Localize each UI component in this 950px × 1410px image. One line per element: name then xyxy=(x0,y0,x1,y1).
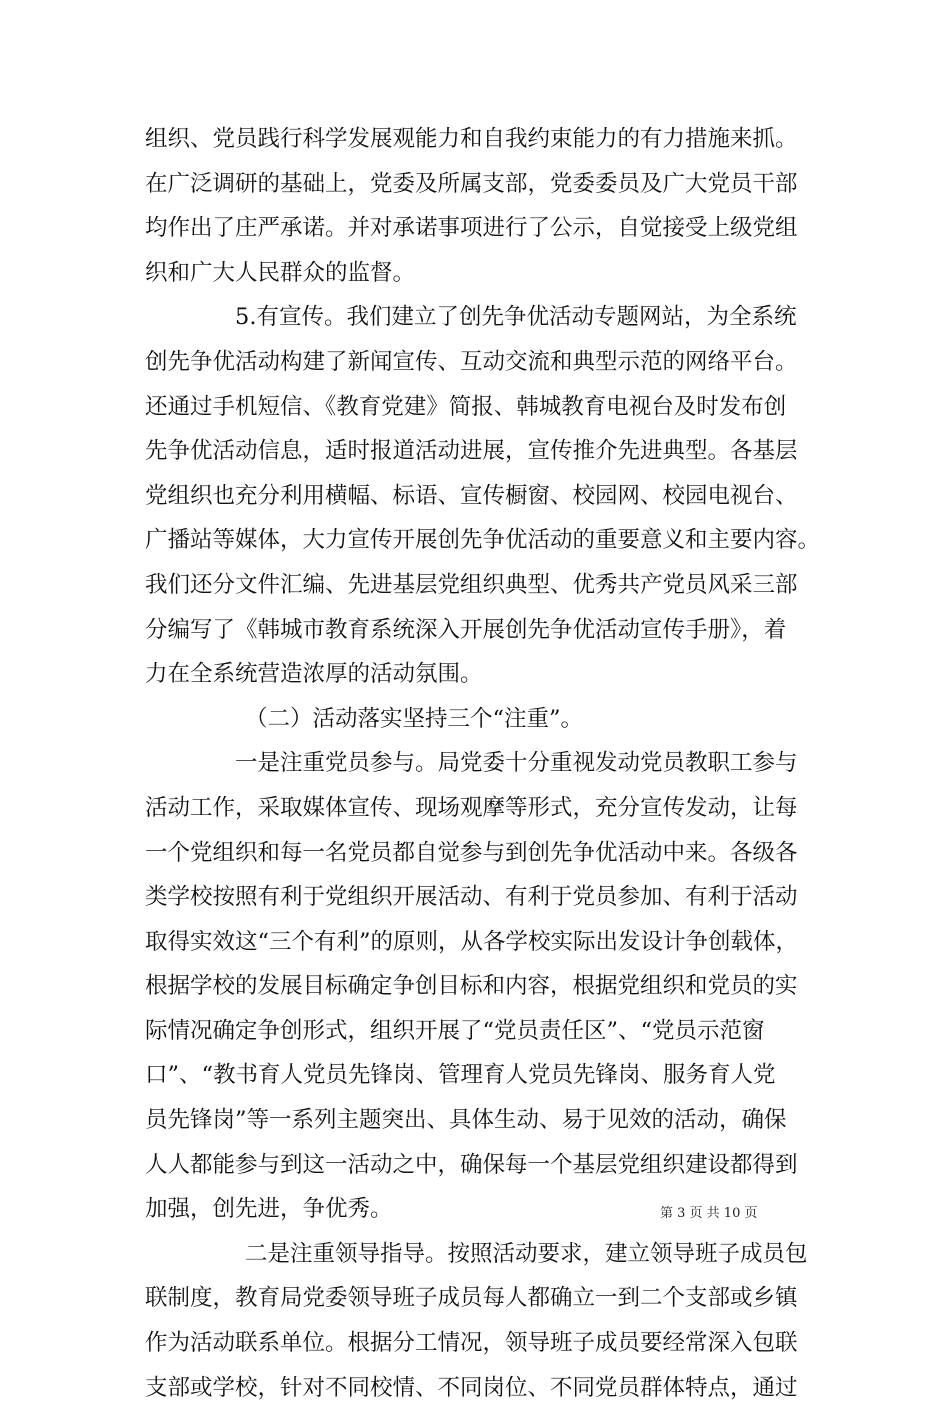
text-line: 均作出了庄严承诺。并对承诺事项进行了公示，自觉接受上级党组 xyxy=(145,215,798,242)
text-line: 一个党组织和每一名党员都自觉参与到创先争优活动中来。各级各 xyxy=(145,839,798,866)
text-line: 根据学校的发展目标确定争创目标和内容，根据党组织和党员的实 xyxy=(145,973,798,1000)
text-line: 人人都能参与到这一活动之中，确保每一个基层党组织建设都得到 xyxy=(145,1151,798,1178)
text-line: 员先锋岗”等一系列主题突出、具体生动、易于见效的活动，确保 xyxy=(145,1107,787,1134)
text-line: 际情况确定争创形式，组织开展了“党员责任区”、“党员示范窗 xyxy=(145,1017,765,1044)
text-line: 口”、“教书育人党员先锋岗、管理育人党员先锋岗、服务育人党 xyxy=(145,1062,776,1089)
text-line: 联制度，教育局党委领导班子成员每人都确立一到二个支部或乡镇 xyxy=(145,1285,798,1312)
paragraph-start-line: 一是注重党员参与。局党委十分重视发动党员教职工参与 xyxy=(235,750,798,777)
text-line: 分编写了《韩城市教育系统深入开展创先争优活动宣传手册》，着 xyxy=(145,616,787,643)
text-line: 还通过手机短信、《教育党建》简报、韩城教育电视台及时发布创 xyxy=(145,393,787,420)
text-line: 加强，创先进，争优秀。 xyxy=(145,1196,393,1223)
text-line: 先争优活动信息，适时报道活动进展，宣传推介先进典型。各基层 xyxy=(145,438,798,465)
text-line: 织和广大人民群众的监督。 xyxy=(145,259,416,286)
text-line: 取得实效这“三个有利”的原则，从各学校实际出发设计争创载体， xyxy=(145,928,799,955)
text-line: 创先争优活动构建了新闻宣传、互动交流和典型示范的网络平台。 xyxy=(145,348,798,375)
text-line: 党组织也充分利用横幅、标语、宣传橱窗、校园网、校园电视台、 xyxy=(145,482,798,509)
text-line: 作为活动联系单位。根据分工情况，领导班子成员要经常深入包联 xyxy=(145,1330,798,1357)
section-heading: （二）活动落实坚持三个“注重”。 xyxy=(245,705,584,732)
text-line: 支部或学校，针对不同校情、不同岗位、不同党员群体特点，通过 xyxy=(145,1374,798,1401)
text-line: 广播站等媒体，大力宣传开展创先争优活动的重要意义和主要内容。 xyxy=(145,527,821,554)
text-line: 力在全系统营造浓厚的活动氛围。 xyxy=(145,661,483,688)
paragraph-start-line: 二是注重领导指导。按照活动要求，建立领导班子成员包 xyxy=(245,1240,808,1267)
text-line: 组织、党员践行科学发展观能力和自我约束能力的有力措施来抓。 xyxy=(145,126,798,152)
page-number: 第 3 页 共 10 页 xyxy=(660,1206,758,1221)
text-line: 在广泛调研的基础上，党委及所属支部，党委委员及广大党员干部 xyxy=(145,170,798,197)
text-line: 类学校按照有利于党组织开展活动、有利于党员参加、有利于活动 xyxy=(145,884,798,911)
text-line: 我们还分文件汇编、先进基层党组织典型、优秀共产党员风采三部 xyxy=(145,571,798,598)
paragraph-start-line: 5.有宣传。我们建立了创先争优活动专题网站，为全系统 xyxy=(235,304,797,331)
text-line: 活动工作，采取媒体宣传、现场观摩等形式，充分宣传发动，让每 xyxy=(145,794,798,821)
